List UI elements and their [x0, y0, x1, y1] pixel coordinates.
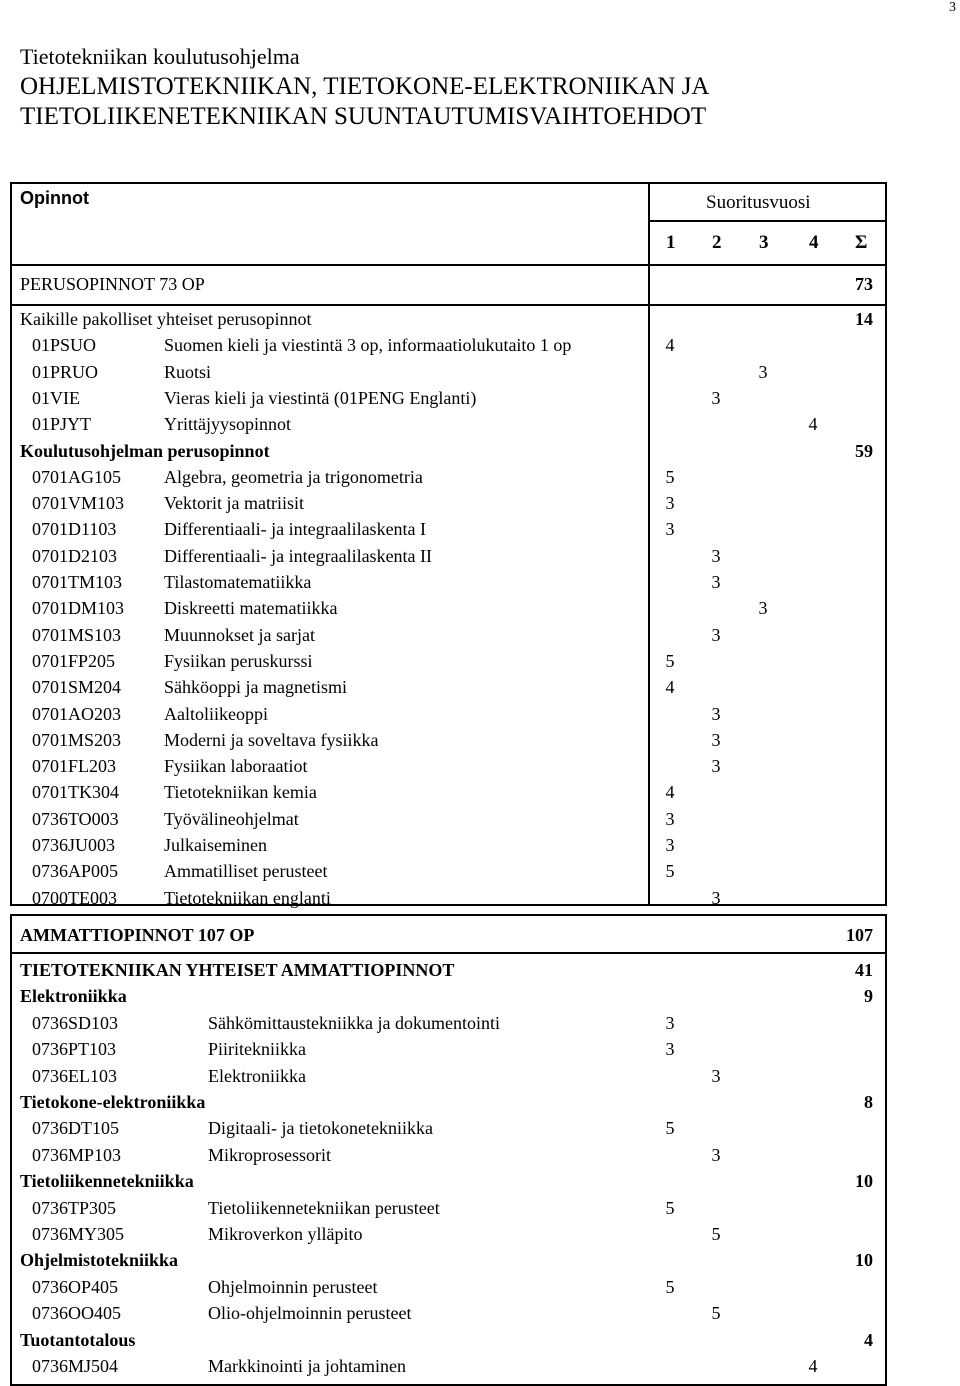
- course-name: Ruotsi: [164, 361, 212, 382]
- table-row: [12, 516, 885, 542]
- course-name: Fysiikan laboraatiot: [164, 756, 308, 777]
- course-name: Julkaiseminen: [164, 835, 267, 855]
- course-code: 0701FP205: [32, 650, 116, 671]
- section-title: Tietokone-elektroniikka: [20, 1092, 206, 1112]
- course-credits: 3: [665, 1012, 675, 1033]
- section-total: 4: [864, 1329, 873, 1350]
- section-title: PERUSOPINNOT 73 OP: [20, 274, 205, 294]
- course-name: Vieras kieli ja viestintä (01PENG Englanti): [164, 387, 477, 408]
- section-title: Tuotantotalous: [20, 1329, 136, 1350]
- table-row: [12, 595, 885, 621]
- course-credits: 3: [711, 887, 721, 908]
- section-title: Ohjelmistotekniikka: [20, 1250, 179, 1271]
- section-total: 14: [855, 309, 873, 329]
- course-credits: 3: [665, 519, 675, 540]
- course-credits: 5: [711, 1303, 721, 1324]
- table-row: [12, 490, 885, 516]
- section-total: 59: [855, 440, 873, 461]
- course-name: Fysiikan peruskurssi: [164, 650, 313, 671]
- table-row: [12, 1089, 885, 1115]
- table-row: [12, 385, 885, 411]
- course-code: 0736TO003: [32, 808, 119, 829]
- course-code: 0736MP103: [32, 1144, 122, 1165]
- course-name: Yrittäjyysopinnot: [164, 414, 291, 435]
- course-credits: 5: [665, 466, 675, 487]
- course-code: 0736TP305: [32, 1197, 117, 1218]
- year-header-sum: Σ: [855, 232, 868, 253]
- course-code: 0701TM103: [32, 572, 122, 592]
- course-code: 0701AO203: [32, 703, 121, 724]
- course-credits: 3: [711, 729, 721, 750]
- table-row: [12, 1115, 885, 1141]
- document-titles: [20, 42, 710, 132]
- year-header-4: 4: [809, 232, 819, 253]
- table-row: [12, 806, 885, 832]
- course-credits: 3: [711, 1065, 721, 1086]
- section-title: Koulutusohjelman perusopinnot: [20, 440, 270, 461]
- section-title: Kaikille pakolliset yhteiset perusopinnot: [20, 309, 312, 329]
- course-credits: 5: [665, 1276, 675, 1297]
- section-total: 41: [855, 960, 873, 980]
- course-name: Ammatilliset perusteet: [164, 861, 328, 882]
- course-code: 0701VM103: [32, 493, 125, 514]
- section-title: AMMATTIOPINNOT 107 OP: [20, 925, 255, 945]
- section-title: Elektroniikka: [20, 986, 127, 1007]
- course-credits: 5: [665, 861, 675, 882]
- basic-studies-table: [10, 182, 887, 906]
- table-row: [12, 674, 885, 700]
- table-row: [12, 411, 885, 437]
- course-code: 0736DT105: [32, 1118, 119, 1139]
- course-name: Ohjelmoinnin perusteet: [208, 1276, 378, 1297]
- table-row: [12, 543, 885, 569]
- table-row: [12, 622, 885, 648]
- course-code: 0736EL103: [32, 1065, 117, 1086]
- course-credits: 3: [665, 1039, 675, 1060]
- table-row: [12, 1247, 885, 1273]
- course-credits: 3: [665, 808, 675, 829]
- course-code: 0736JU003: [32, 835, 116, 855]
- course-credits: 3: [758, 361, 768, 382]
- course-credits: 5: [665, 1118, 675, 1139]
- table-row: [12, 1274, 885, 1300]
- course-code: 0701AG105: [32, 466, 121, 487]
- course-name: Aaltoliikeoppi: [164, 703, 268, 724]
- table-row: [12, 832, 885, 858]
- course-name: Tilastomatematiikka: [164, 572, 312, 592]
- course-credits: 5: [711, 1224, 721, 1244]
- course-credits: 5: [665, 650, 675, 671]
- year-header-1: 1: [666, 232, 676, 253]
- table-row: [12, 1142, 885, 1168]
- section-total: 8: [864, 1092, 873, 1112]
- course-name: Moderni ja soveltava fysiikka: [164, 729, 379, 750]
- course-name: Olio-ohjelmoinnin perusteet: [208, 1303, 412, 1324]
- course-credits: 4: [665, 677, 675, 698]
- heading-line-2: TIETOLIIKENETEKNIIKAN SUUNTAUTUMISVAIHTOEHDOT: [20, 103, 707, 130]
- table-row: [12, 885, 885, 911]
- course-credits: 4: [808, 1356, 818, 1376]
- course-credits: 3: [711, 572, 721, 592]
- course-name: Diskreetti matematiikka: [164, 598, 338, 619]
- table-row: [12, 753, 885, 779]
- course-credits: 3: [758, 598, 768, 619]
- page-number: 3: [949, 0, 956, 15]
- table-row: [12, 858, 885, 884]
- section-total: 10: [855, 1171, 873, 1192]
- table-row: [12, 332, 885, 358]
- table-row: [12, 1221, 885, 1247]
- course-name: Differentiaali- ja integraalilaskenta II: [164, 545, 433, 566]
- course-credits: 3: [711, 756, 721, 777]
- course-code: 0736AP005: [32, 861, 119, 882]
- course-credits: 3: [665, 493, 675, 514]
- course-credits: 4: [665, 782, 675, 803]
- course-name: Differentiaali- ja integraalilaskenta I: [164, 519, 427, 540]
- course-credits: 3: [711, 387, 721, 408]
- course-name: Suomen kieli ja viestintä 3 op, informaatiolukutaito 1 op: [164, 335, 572, 356]
- section-title: TIETOTEKNIIKAN YHTEISET AMMATTIOPINNOT: [20, 960, 455, 980]
- course-credits: 3: [711, 624, 721, 645]
- section-total: 9: [864, 986, 873, 1007]
- table-row: [12, 1036, 885, 1062]
- table-row: [12, 306, 885, 332]
- column-header-opinnot: Opinnot: [20, 188, 89, 208]
- course-credits: 3: [711, 1144, 721, 1165]
- course-name: Mikroprosessorit: [208, 1144, 331, 1165]
- course-code: 0701D1103: [32, 519, 117, 540]
- course-code: 0701MS103: [32, 624, 122, 645]
- course-code: 0736OO405: [32, 1303, 121, 1324]
- table-row: [12, 1195, 885, 1221]
- course-name: Algebra, geometria ja trigonometria: [164, 466, 423, 487]
- course-name: Markkinointi ja johtaminen: [208, 1356, 406, 1376]
- heading-line-1: OHJELMISTOTEKNIIKAN, TIETOKONE-ELEKTRONIIKAN JA: [20, 73, 710, 100]
- course-name: Piiritekniikka: [208, 1039, 306, 1060]
- course-code: 01PSUO: [32, 335, 97, 356]
- table-row: [12, 1300, 885, 1326]
- course-code: 0701DM103: [32, 598, 125, 619]
- table-row: [12, 1327, 885, 1353]
- program-title: Tietotekniikan koulutusohjelma: [20, 44, 300, 69]
- course-credits: 5: [665, 1197, 675, 1218]
- course-code: 0701TK304: [32, 782, 119, 803]
- section-title: Tietoliikennetekniikka: [20, 1171, 194, 1192]
- table-row: [12, 922, 885, 948]
- course-code: 0701MS203: [32, 729, 122, 750]
- course-code: 0736OP405: [32, 1276, 119, 1297]
- course-code: 01PJYT: [32, 414, 92, 435]
- course-credits: 3: [665, 835, 675, 855]
- course-code: 0736SD103: [32, 1012, 119, 1033]
- course-credits: 3: [711, 545, 721, 566]
- course-credits: 3: [711, 703, 721, 724]
- course-name: Tietotekniikan kemia: [164, 782, 317, 803]
- table-row: [12, 569, 885, 595]
- table-row: [12, 701, 885, 727]
- table-row: [12, 727, 885, 753]
- course-name: Tietoliikennetekniikan perusteet: [208, 1197, 440, 1218]
- table-row: [12, 1353, 885, 1379]
- table-row: [12, 648, 885, 674]
- course-name: Elektroniikka: [208, 1065, 306, 1086]
- course-name: Sähkömittaustekniikka ja dokumentointi: [208, 1012, 500, 1033]
- course-name: Vektorit ja matriisit: [164, 493, 304, 514]
- course-code: 01VIE: [32, 387, 80, 408]
- table-row: [12, 779, 885, 805]
- section-total: 73: [855, 274, 873, 294]
- column-header-suoritusvuosi: Suoritusvuosi: [706, 192, 811, 213]
- course-credits: 4: [808, 414, 818, 435]
- table-row: [12, 957, 885, 983]
- year-header-2: 2: [712, 232, 722, 253]
- course-name: Tietotekniikan englanti: [164, 887, 331, 908]
- table-row: [12, 271, 885, 297]
- header-bottom-line: [12, 264, 885, 266]
- year-header-3: 3: [759, 232, 769, 253]
- section-total: 10: [855, 1250, 873, 1271]
- course-name: Sähköoppi ja magnetismi: [164, 677, 347, 698]
- table-row: [12, 1010, 885, 1036]
- header-divider: [648, 220, 885, 222]
- professional-studies-table: [10, 914, 887, 1386]
- course-credits: 4: [665, 335, 675, 356]
- table-row: [12, 1168, 885, 1194]
- course-code: 0701FL203: [32, 756, 117, 777]
- table-row: [12, 464, 885, 490]
- course-name: Työvälineohjelmat: [164, 808, 299, 829]
- section-divider: [12, 952, 885, 954]
- course-code: 0701SM204: [32, 677, 122, 698]
- course-name: Muunnokset ja sarjat: [164, 624, 315, 645]
- course-code: 0736MY305: [32, 1224, 125, 1244]
- course-code: 0701D2103: [32, 545, 117, 566]
- table-row: [12, 983, 885, 1009]
- course-code: 0700TE003: [32, 887, 117, 908]
- course-code: 0736PT103: [32, 1039, 117, 1060]
- table-row: [12, 359, 885, 385]
- course-code: 0736MJ504: [32, 1356, 119, 1376]
- table-row: [12, 438, 885, 464]
- course-name: Digitaali- ja tietokonetekniikka: [208, 1118, 433, 1139]
- section-total: 107: [846, 925, 873, 945]
- course-code: 01PRUO: [32, 361, 99, 382]
- table-row: [12, 1063, 885, 1089]
- course-name: Mikroverkon ylläpito: [208, 1224, 363, 1244]
